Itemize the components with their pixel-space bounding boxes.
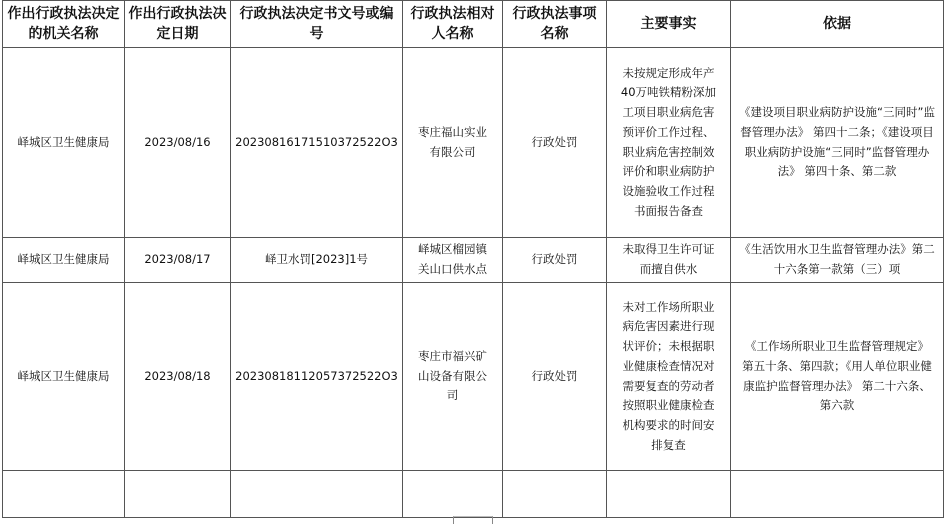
cell-number: 20230818112057372522O3	[231, 283, 403, 471]
penalty-table	[2, 0, 944, 518]
cell-date: 2023/08/18	[125, 283, 231, 471]
header-date: 作出行政执法决定日期	[125, 1, 231, 48]
cell-party: 峄城区榴园镇关山口供水点	[403, 238, 503, 283]
cell-facts: 未按规定形成年产40万吨铁精粉深加工项目职业病危害预评价工作过程、职业病危害控制效评价和职业病防护设施验收工作过程书面报告备查	[607, 48, 731, 238]
cell-item: 行政处罚	[503, 238, 607, 283]
empty-cell	[607, 471, 731, 518]
header-item: 行政执法事项名称	[503, 1, 607, 48]
cell-agency: 峄城区卫生健康局	[3, 283, 125, 471]
header-basis: 依据	[731, 1, 944, 48]
cell-party: 枣庄市福兴矿山设备有限公司	[403, 283, 503, 471]
cell-number: 20230816171510372522O3	[231, 48, 403, 238]
cell-basis: 《建设项目职业病防护设施“三同时”监督管理办法》 第四十二条；《建设项目职业病防护设施“三同时”监督管理办法》 第四十条、第二款	[731, 48, 944, 238]
empty-cell	[231, 471, 403, 518]
cell-party: 枣庄福山实业有限公司	[403, 48, 503, 238]
empty-cell	[125, 471, 231, 518]
cell-number: 峄卫水罚[2023]1号	[231, 238, 403, 283]
table-row	[3, 238, 944, 283]
cell-facts: 未取得卫生许可证而擅自供水	[607, 238, 731, 283]
cell-agency: 峄城区卫生健康局	[3, 48, 125, 238]
header-row	[3, 1, 944, 48]
cell-basis: 《工作场所职业卫生监督管理规定》 第五十条、第四款；《用人单位职业健康监护监督管理办法》 第二十六条、第六款	[731, 283, 944, 471]
empty-cell	[731, 471, 944, 518]
cell-basis: 《生活饮用水卫生监督管理办法》第二十六条第一款第（三）项	[731, 238, 944, 283]
cell-item: 行政处罚	[503, 283, 607, 471]
header-number: 行政执法决定书文号或编号	[231, 1, 403, 48]
cell-item: 行政处罚	[503, 48, 607, 238]
empty-cell	[403, 471, 503, 518]
empty-cell	[3, 471, 125, 518]
header-agency: 作出行政执法决定的机关名称	[3, 1, 125, 48]
table-row	[3, 48, 944, 238]
empty-row	[3, 471, 944, 518]
cell-date: 2023/08/17	[125, 238, 231, 283]
empty-cell	[503, 471, 607, 518]
cell-facts: 未对工作场所职业病危害因素进行现状评价；未根据职业健康检查情况对需要复查的劳动者按照职业健康检查机构要求的时间安排复查	[607, 283, 731, 471]
table-row	[3, 283, 944, 471]
cell-date: 2023/08/16	[125, 48, 231, 238]
cell-agency: 峄城区卫生健康局	[3, 238, 125, 283]
header-facts: 主要事实	[607, 1, 731, 48]
header-party: 行政执法相对人名称	[403, 1, 503, 48]
